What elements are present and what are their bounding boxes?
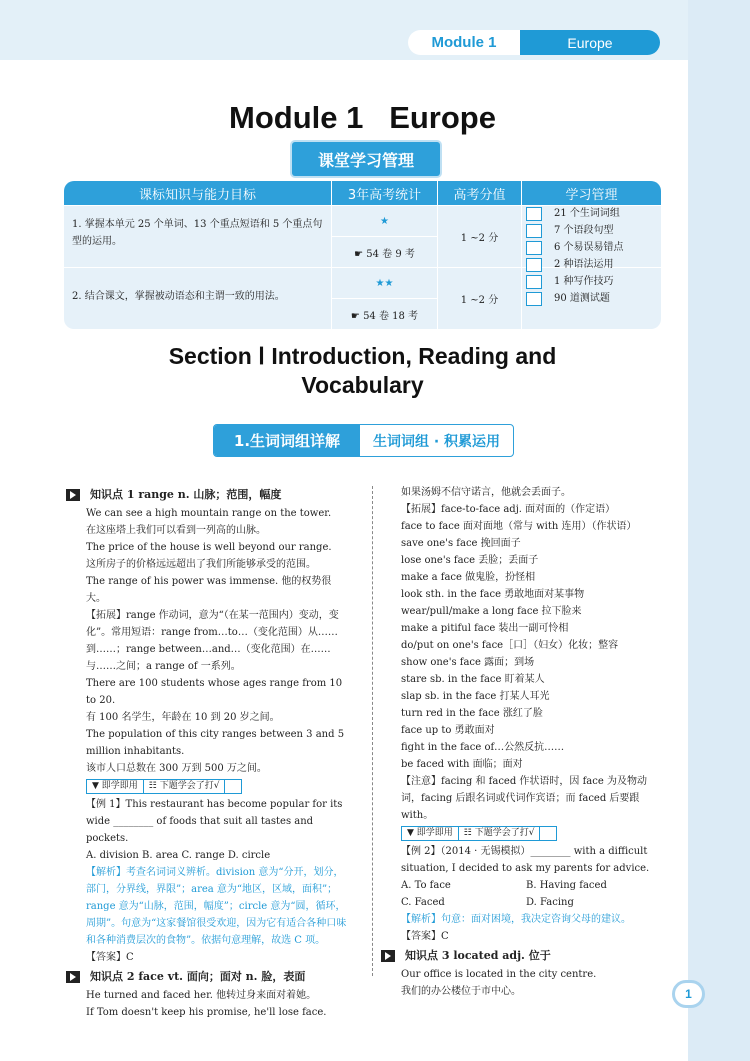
- stars: ★★: [375, 277, 394, 289]
- checkbox[interactable]: [526, 207, 542, 221]
- section-line-1: Section Ⅰ Introduction, Reading and: [168, 343, 557, 369]
- answer-2: 【答案】C: [401, 931, 449, 942]
- example-line: If Tom doesn't keep his promise, he'll lose face.: [86, 1007, 327, 1018]
- stats-cell: [332, 268, 438, 329]
- example-line: 有 100 名学生，年龄在 10 到 20 岁之间。: [86, 712, 280, 723]
- checkbox[interactable]: [526, 275, 542, 289]
- side-margin: [688, 0, 750, 1061]
- options-row: C. Faced D. Facing: [401, 897, 574, 908]
- practice-tip: ▼ 即学即用 ☷ 下题学会了打√: [401, 826, 557, 841]
- right-column: [381, 484, 662, 1000]
- example-line: 这所房子的价格远远超出了我们所能够承受的范围。: [86, 559, 316, 570]
- list-item: stare sb. in the face 盯着某人: [401, 674, 545, 685]
- page-number: 1: [672, 980, 705, 1008]
- module-label: Module 1: [408, 30, 520, 55]
- left-column: [66, 484, 348, 1021]
- tick-box[interactable]: [225, 780, 241, 793]
- column-divider: [372, 486, 373, 976]
- analysis-1: 【解析】考查名词词义辨析。division 意为“分开，划分，部门，分界线，界限”；area 意为“地区，区域，面积”；range 意为“山脉，范围，幅度”；circle 意为“圆，循环，周期”。句意为“这家餐馆很受欢迎，因为它有适合各种口味和各种消费层次的食物”。依据句意理解，故选 C 项。: [86, 867, 347, 946]
- knowledge-point-2: 知识点 2 face vt. 面向；面对 n. 脸，表面: [66, 968, 348, 985]
- tick-box[interactable]: [540, 827, 556, 840]
- play-icon: [66, 489, 80, 501]
- topic-label: Europe: [520, 30, 660, 55]
- play-icon: [381, 950, 395, 962]
- stats-cell: [332, 206, 438, 267]
- example-line: The population of this city ranges between 3 and 5 million inhabitants.: [86, 729, 345, 757]
- header-stats: 3年高考统计: [332, 181, 438, 205]
- vocab-pill: [213, 424, 514, 457]
- header-score: 高考分值: [438, 181, 522, 205]
- knowledge-point-1: 知识点 1 range n. 山脉；范围，幅度: [66, 486, 348, 503]
- example-line: He turned and faced her. 他转过身来面对着她。: [86, 990, 317, 1001]
- pill-subtitle: 生词词组 · 积累运用: [372, 433, 501, 450]
- section-badge: 课堂学习管理: [292, 142, 440, 176]
- options-row: A. To face B. Having faced: [401, 880, 607, 891]
- example-line: 我们的办公楼位于市中心。: [401, 986, 521, 997]
- header-goals: 课标知识与能力目标: [64, 181, 332, 205]
- options-1: A. division B. area C. range D. circle: [86, 850, 271, 861]
- management-list: [526, 205, 624, 307]
- example-line: Our office is located in the city centre.: [401, 969, 597, 980]
- list-item: 1 种写作技巧: [526, 273, 624, 290]
- example-line: The range of his power was immense. 他的权势很大。: [86, 576, 332, 604]
- score-cell: 1 ~2 分: [438, 268, 522, 329]
- goal-text: 2. 结合课文，掌握被动语态和主谓一致的用法。: [64, 268, 332, 329]
- module-tab: [408, 30, 660, 55]
- score-cell: 1 ~2 分: [438, 206, 522, 267]
- attention-note: 【注意】facing 和 faced 作状语时，因 face 为及物动词，facing 后跟名词或代词作宾语；而 faced 后要跟 with。: [401, 776, 647, 821]
- list-item: do/put on one's face［口］（妇女）化妆；整容: [401, 640, 619, 651]
- stat-text: ☛ 54 卷 9 考: [332, 236, 437, 267]
- checkbox[interactable]: [526, 241, 542, 255]
- knowledge-point-3: 知识点 3 located adj. 位于: [381, 947, 662, 964]
- example-line: We can see a high mountain range on the tower.: [86, 508, 332, 519]
- list-item: 2 种语法运用: [526, 256, 624, 273]
- goal-text: 1. 掌握本单元 25 个单词、13 个重点短语和 5 个重点句型的运用。: [64, 206, 332, 267]
- list-item: 7 个语段句型: [526, 222, 624, 239]
- example-line: 该市人口总数在 300 万到 500 万之间。: [86, 763, 267, 774]
- extension-note: 【拓展】range 作动词，意为“（在某一范围内）变动，变化”。常用短语：range from…to…（变化范围）从……到……；range between…and…（变化范围）在……与……之间；a range of 一系列。: [86, 610, 339, 672]
- list-item: slap sb. in the face 打某人耳光: [401, 691, 550, 702]
- play-icon: [66, 971, 80, 983]
- list-item: make a face 做鬼脸，扮怪相: [401, 572, 536, 583]
- pill-title: 1.生词词组详解: [214, 425, 360, 456]
- list-item: show one's face 露面；到场: [401, 657, 535, 668]
- list-item: be faced with 面临；面对: [401, 759, 523, 770]
- extension-note: 【拓展】face-to-face adj. 面对面的（作定语）: [401, 504, 616, 515]
- list-item: lose one's face 丢脸；丢面子: [401, 555, 539, 566]
- stars: ★: [380, 215, 389, 227]
- list-item: 90 道测试题: [526, 290, 624, 307]
- list-item: 6 个易误易错点: [526, 239, 624, 256]
- example-line: The price of the house is well beyond our range.: [86, 542, 332, 553]
- analysis-2: 【解析】句意：面对困境，我决定咨询父母的建议。: [401, 914, 631, 925]
- section-heading: [0, 342, 725, 400]
- checkbox[interactable]: [526, 224, 542, 238]
- example-line: There are 100 students whose ages range from 10 to 20.: [86, 678, 343, 706]
- list-item: make a pitiful face 装出一副可怜相: [401, 623, 569, 634]
- page-title: Module 1 Europe: [229, 100, 496, 135]
- list-item: save one's face 挽回面子: [401, 538, 521, 549]
- exercise-1: 【例 1】This restaurant has become popular for its wide ________ of foods that suit all tastes and pockets.: [86, 799, 343, 844]
- list-item: 21 个生词词组: [526, 205, 624, 222]
- list-item: face to face 面对面地（常与 with 连用）（作状语）: [401, 521, 637, 532]
- list-item: fight in the face of…公然反抗……: [401, 742, 565, 753]
- example-line: 在这座塔上我们可以看到一列高的山脉。: [86, 525, 266, 536]
- list-item: wear/pull/make a long face 拉下脸来: [401, 606, 582, 617]
- list-item: face up to 勇敢面对: [401, 725, 495, 736]
- list-item: turn red in the face 涨红了脸: [401, 708, 543, 719]
- stat-text: ☛ 54 卷 18 考: [332, 298, 437, 329]
- checkbox[interactable]: [526, 258, 542, 272]
- header-management: 学习管理: [565, 187, 618, 203]
- section-line-2: Vocabulary: [301, 372, 424, 398]
- exercise-2: 【例 2】（2014 · 无锡模拟）________ with a difficult situation, I decided to ask my parents for advice.: [401, 846, 650, 874]
- example-line: 如果汤姆不信守诺言，他就会丢面子。: [401, 487, 571, 498]
- checkbox[interactable]: [526, 292, 542, 306]
- table-header: [64, 181, 661, 205]
- answer-1: 【答案】C: [86, 952, 134, 963]
- practice-tip: ▼ 即学即用 ☷ 下题学会了打√: [86, 779, 242, 794]
- list-item: look sth. in the face 勇敢地面对某事物: [401, 589, 585, 600]
